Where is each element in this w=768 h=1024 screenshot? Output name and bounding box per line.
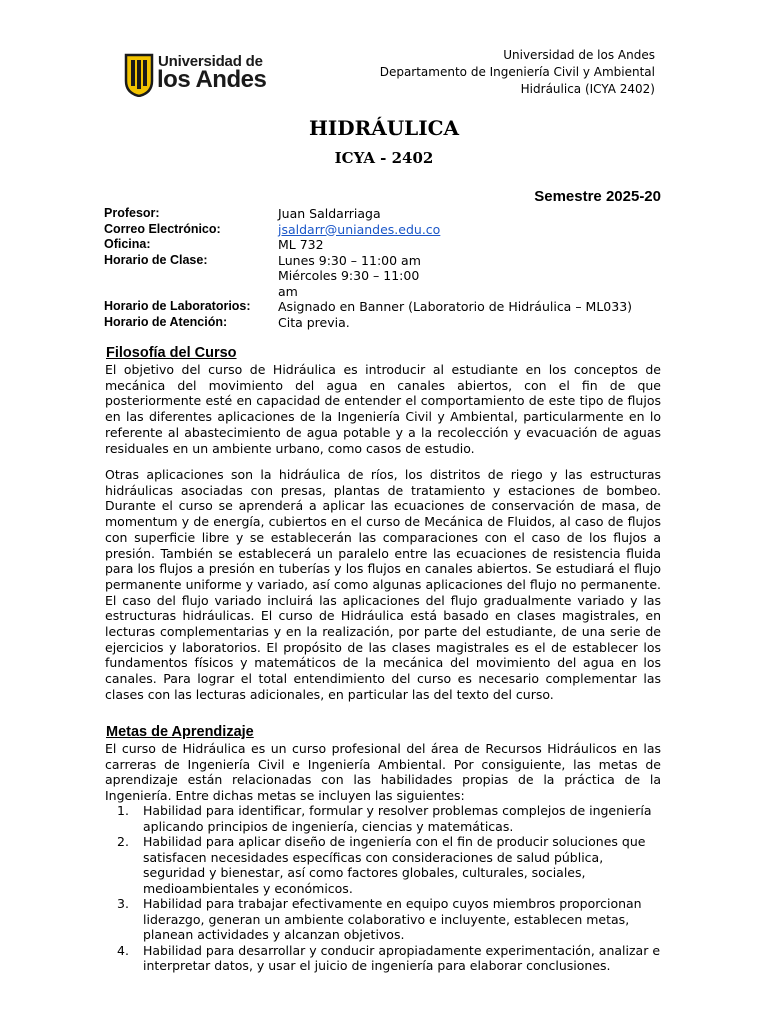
section-heading-filosofia: Filosofía del Curso (106, 345, 237, 361)
header-department: Departamento de Ingeniería Civil y Ambiental (379, 65, 655, 79)
info-row-oficina (104, 237, 674, 253)
university-logo (123, 53, 267, 97)
list-item-text: Habilidad para aplicar diseño de ingeniería con el fin de producir soluciones que satisfacen necesidades específicas con consideraciones de salud pública, seguridad y bienestar, así como factores globales, culturales, sociales, medioambientales y económicos. (143, 834, 646, 896)
course-info-table (104, 206, 674, 330)
email-link[interactable]: jsaldarr@uniandes.edu.co (278, 221, 441, 237)
info-value: ML 732 (278, 237, 324, 252)
list-item-number: 1. (117, 803, 129, 818)
info-value: Asignado en Banner (Laboratorio de Hidráulica – ML033) (278, 299, 633, 314)
learning-goals-list (105, 803, 665, 974)
header-course: Hidráulica (ICYA 2402) (520, 82, 655, 96)
schedule-wednesday: Miércoles 9:30 – 11:00 am (278, 268, 420, 299)
list-item-number: 3. (117, 896, 129, 911)
info-row-atencion (104, 315, 674, 331)
list-item (105, 834, 665, 896)
info-label: Horario de Laboratorios: (104, 299, 251, 313)
list-item (105, 896, 665, 943)
info-value: Cita previa. (278, 314, 350, 330)
course-title: HIDRÁULICA (308, 116, 460, 140)
info-row-profesor (104, 206, 674, 222)
info-label: Horario de Clase: (104, 252, 208, 267)
paragraph-filosofia-2: Otras aplicaciones son la hidráulica de ríos, los distritos de riego y las estructuras hidráulicas asociadas con presas, plantas de tratamiento y estaciones de bombeo. Durante el curso se aprenderá a aplicar las ecuaciones de conservación de masa, de momentum y de energía, cubiertos en el curso de Mecánica de Fluidos, al caso de flujos con superficie libre y se establecerán las comparaciones con el caso de los flujos a presión. También se establecerá un paralelo entre las ecuaciones de resistencia fluida para los flujos a presión en tuberías y los flujos en canales abiertos. Se estudiará el flujo permanente uniforme y variado, así como algunas aplicaciones del flujo no permanente. El caso del flujo variado incluirá las aplicaciones del flujo gradualmente variado y las estructuras hidráulicas. El curso de Hidráulica está basado en clases magistrales, en lecturas complementarias y en la realización, por parte del estudiante, de una serie de ejercicios y laboratorios. El propósito de las clases magistrales es el de establecer los fundamentos físicos y matemáticos de la mecánica del movimiento del agua en los canales. Para lograr el total entendimiento del curso es necesario complementar las clases con las lecturas adicionales, en particular las del texto del curso. (105, 467, 661, 702)
list-item-text: Habilidad para trabajar efectivamente en equipo cuyos miembros proporcionan liderazgo, generan un ambiente colaborativo e incluyente, establecen metas, planean actividades y alcanzan objetivos. (143, 896, 642, 942)
list-item-number: 2. (117, 834, 129, 849)
schedule-monday: Lunes 9:30 – 11:00 am (278, 252, 421, 268)
info-value: Juan Saldarriaga (278, 206, 381, 221)
info-value (278, 253, 428, 300)
list-item (105, 943, 665, 974)
info-label: Horario de Atención: (104, 314, 228, 329)
header-university: Universidad de los Andes (503, 48, 655, 62)
course-code: ICYA - 2402 (334, 149, 434, 167)
logo-emblem-icon (123, 53, 155, 97)
info-label: Correo Electrónico: (104, 221, 221, 236)
logo-text-line1: Universidad de (158, 53, 263, 70)
info-row-correo (104, 222, 674, 238)
info-row-laboratorios (104, 299, 674, 315)
paragraph-metas-intro: El curso de Hidráulica es un curso profesional del área de Recursos Hidráulicos en las carreras de Ingeniería Civil e Ingeniería Ambiental. Por consiguiente, las metas de aprendizaje están relacionadas con las habilidades propias de la práctica de la Ingeniería. Entre dichas metas se incluyen las siguientes: (105, 741, 661, 804)
info-label: Profesor: (104, 206, 160, 220)
list-item-number: 4. (117, 942, 129, 958)
document-header (380, 47, 655, 98)
list-item-text: Habilidad para desarrollar y conducir apropiadamente experimentación, analizar e interpretar datos, y usar el juicio de ingeniería para elaborar conclusiones. (143, 942, 661, 973)
info-row-horario (104, 253, 674, 300)
list-item-text: Habilidad para identificar, formular y resolver problemas complejos de ingeniería aplicando principios de ingeniería, ciencias y matemáticas. (143, 803, 652, 834)
section-heading-metas: Metas de Aprendizaje (106, 724, 254, 740)
logo-text-line2: los Andes (157, 66, 267, 93)
info-label: Oficina: (104, 237, 151, 251)
semester-label: Semestre 2025-20 (534, 188, 661, 205)
list-item (105, 803, 665, 834)
paragraph-filosofia-1: El objetivo del curso de Hidráulica es introducir al estudiante en los conceptos de mecánica del movimiento del agua en canales abiertos, con el fin de que posteriormente esté en capacidad de entender el comportamiento de este tipo de flujos en las diferentes aplicaciones de la Ingeniería Civil y Ambiental, particularmente en lo referente al abastecimiento de agua potable y a la recolección y evacuación de aguas residuales en un ambiente urbano, como casos de estudio. (105, 362, 661, 456)
